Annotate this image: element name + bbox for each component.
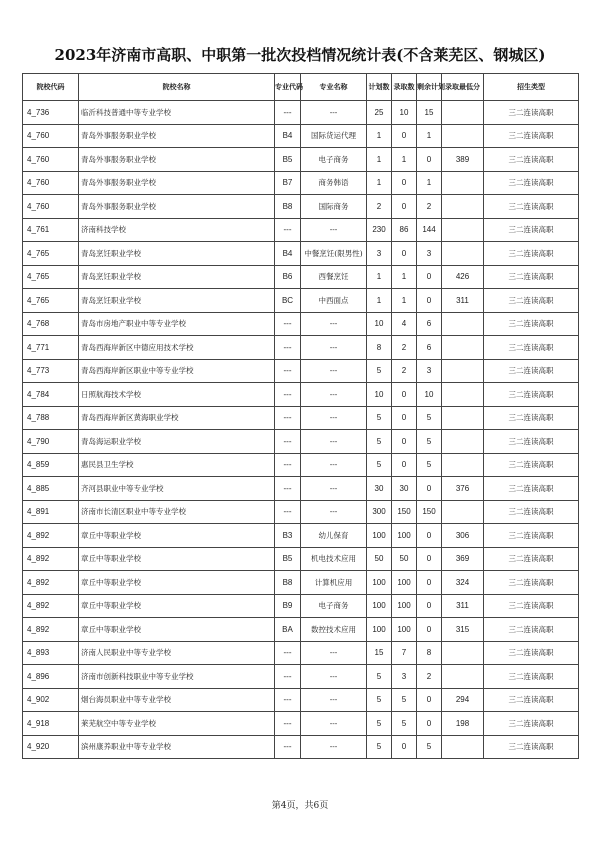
cell-major-code: B9 (275, 594, 301, 618)
cell-remaining: 0 (417, 712, 442, 736)
cell-enroll-type: 三二连读高职 (484, 101, 579, 125)
cell-remaining: 3 (417, 242, 442, 266)
cell-min-score: 198 (442, 712, 484, 736)
cell-admitted: 150 (392, 500, 417, 524)
cell-major-code: --- (275, 641, 301, 665)
cell-enroll-type: 三二连读高职 (484, 430, 579, 454)
cell-major-name: --- (301, 359, 367, 383)
cell-school-name: 青岛外事服务职业学校 (79, 148, 275, 172)
cell-school-code: 4_736 (23, 101, 79, 125)
cell-remaining: 0 (417, 547, 442, 571)
cell-remaining: 144 (417, 218, 442, 242)
table-row (23, 641, 579, 665)
cell-school-code: 4_859 (23, 453, 79, 477)
cell-remaining: 15 (417, 101, 442, 125)
cell-min-score (442, 312, 484, 336)
cell-admitted: 30 (392, 477, 417, 501)
cell-plan: 5 (367, 735, 392, 759)
cell-remaining: 5 (417, 406, 442, 430)
cell-enroll-type: 三二连读高职 (484, 265, 579, 289)
cell-school-code: 4_765 (23, 289, 79, 313)
cell-school-code: 4_771 (23, 336, 79, 360)
cell-plan: 100 (367, 594, 392, 618)
table-row (23, 500, 579, 524)
cell-enroll-type: 三二连读高职 (484, 547, 579, 571)
cell-enroll-type: 三二连读高职 (484, 665, 579, 689)
cell-school-code: 4_773 (23, 359, 79, 383)
cell-major-code: --- (275, 477, 301, 501)
cell-enroll-type: 三二连读高职 (484, 289, 579, 313)
header-remaining: 剩余计划 (417, 74, 442, 101)
cell-major-name: 电子商务 (301, 148, 367, 172)
cell-enroll-type: 三二连读高职 (484, 406, 579, 430)
cell-enroll-type: 三二连读高职 (484, 453, 579, 477)
cell-school-name: 临沂科技普通中等专业学校 (79, 101, 275, 125)
cell-enroll-type: 三二连读高职 (484, 688, 579, 712)
cell-major-code: B8 (275, 571, 301, 595)
cell-major-name: 数控技术应用 (301, 618, 367, 642)
table-row (23, 124, 579, 148)
cell-admitted: 0 (392, 242, 417, 266)
page-title: 2023年济南市高职、中职第一批次投档情况统计表(不含莱芜区、钢城区) (54, 46, 546, 64)
cell-plan: 1 (367, 124, 392, 148)
cell-major-name: 中餐烹饪(限男性) (301, 242, 367, 266)
cell-plan: 5 (367, 712, 392, 736)
cell-admitted: 100 (392, 571, 417, 595)
table-row (23, 618, 579, 642)
cell-min-score: 311 (442, 594, 484, 618)
cell-school-code: 4_893 (23, 641, 79, 665)
cell-school-code: 4_902 (23, 688, 79, 712)
cell-school-code: 4_784 (23, 383, 79, 407)
cell-admitted: 86 (392, 218, 417, 242)
cell-school-name: 青岛外事服务职业学校 (79, 171, 275, 195)
cell-plan: 8 (367, 336, 392, 360)
cell-school-code: 4_761 (23, 218, 79, 242)
cell-plan: 5 (367, 688, 392, 712)
cell-plan: 5 (367, 406, 392, 430)
cell-min-score (442, 218, 484, 242)
cell-min-score: 306 (442, 524, 484, 548)
cell-major-code: --- (275, 688, 301, 712)
page-footer: 第4页，共6页 (271, 801, 329, 811)
cell-school-code: 4_892 (23, 547, 79, 571)
cell-min-score (442, 665, 484, 689)
cell-admitted: 0 (392, 171, 417, 195)
table-row (23, 477, 579, 501)
cell-remaining: 0 (417, 477, 442, 501)
cell-remaining: 150 (417, 500, 442, 524)
table-row (23, 594, 579, 618)
table-row (23, 289, 579, 313)
cell-admitted: 3 (392, 665, 417, 689)
cell-major-name: 西餐烹饪 (301, 265, 367, 289)
cell-admitted: 1 (392, 265, 417, 289)
cell-min-score (442, 171, 484, 195)
cell-school-code: 4_760 (23, 195, 79, 219)
cell-major-name: --- (301, 665, 367, 689)
cell-school-name: 济南市创新科技职业中等专业学校 (79, 665, 275, 689)
cell-min-score (442, 453, 484, 477)
cell-plan: 1 (367, 265, 392, 289)
cell-min-score (442, 336, 484, 360)
cell-school-code: 4_891 (23, 500, 79, 524)
cell-major-name: --- (301, 383, 367, 407)
cell-major-name: --- (301, 218, 367, 242)
cell-plan: 100 (367, 524, 392, 548)
table-row (23, 571, 579, 595)
cell-school-name: 青岛烹饪职业学校 (79, 289, 275, 313)
cell-remaining: 6 (417, 336, 442, 360)
cell-major-name: 机电技术应用 (301, 547, 367, 571)
cell-remaining: 10 (417, 383, 442, 407)
cell-min-score (442, 242, 484, 266)
table-row (23, 406, 579, 430)
cell-major-code: --- (275, 453, 301, 477)
cell-min-score: 376 (442, 477, 484, 501)
table-row (23, 171, 579, 195)
table-header-row (23, 74, 579, 101)
cell-min-score (442, 124, 484, 148)
cell-major-code: --- (275, 359, 301, 383)
cell-school-name: 章丘中等职业学校 (79, 524, 275, 548)
cell-school-name: 莱芜航空中等专业学校 (79, 712, 275, 736)
table-row (23, 688, 579, 712)
table-row (23, 383, 579, 407)
cell-remaining: 0 (417, 289, 442, 313)
cell-plan: 230 (367, 218, 392, 242)
cell-plan: 300 (367, 500, 392, 524)
cell-remaining: 5 (417, 735, 442, 759)
cell-admitted: 0 (392, 195, 417, 219)
cell-school-code: 4_892 (23, 618, 79, 642)
header-admitted: 录取数 (392, 74, 417, 101)
cell-enroll-type: 三二连读高职 (484, 712, 579, 736)
cell-admitted: 0 (392, 430, 417, 454)
cell-school-name: 烟台海员职业中等专业学校 (79, 688, 275, 712)
cell-enroll-type: 三二连读高职 (484, 383, 579, 407)
cell-enroll-type: 三二连读高职 (484, 359, 579, 383)
header-major-name: 专业名称 (301, 74, 367, 101)
cell-major-name: --- (301, 406, 367, 430)
table-row (23, 265, 579, 289)
cell-admitted: 50 (392, 547, 417, 571)
cell-school-name: 青岛外事服务职业学校 (79, 195, 275, 219)
cell-school-name: 章丘中等职业学校 (79, 571, 275, 595)
cell-major-name: --- (301, 312, 367, 336)
cell-school-name: 齐河县职业中等专业学校 (79, 477, 275, 501)
cell-school-name: 章丘中等职业学校 (79, 618, 275, 642)
header-min-score: 录取最低分 (442, 74, 484, 101)
cell-school-code: 4_768 (23, 312, 79, 336)
table-row (23, 453, 579, 477)
cell-school-name: 惠民县卫生学校 (79, 453, 275, 477)
table-row (23, 101, 579, 125)
cell-enroll-type: 三二连读高职 (484, 500, 579, 524)
cell-min-score (442, 500, 484, 524)
cell-admitted: 0 (392, 453, 417, 477)
cell-major-name: 中西面点 (301, 289, 367, 313)
table-body (23, 101, 579, 759)
cell-plan: 5 (367, 430, 392, 454)
cell-min-score (442, 735, 484, 759)
cell-enroll-type: 三二连读高职 (484, 195, 579, 219)
cell-remaining: 0 (417, 148, 442, 172)
admission-table (22, 73, 579, 759)
cell-major-name: --- (301, 430, 367, 454)
cell-school-code: 4_788 (23, 406, 79, 430)
cell-min-score: 294 (442, 688, 484, 712)
cell-school-name: 青岛外事服务职业学校 (79, 124, 275, 148)
cell-admitted: 0 (392, 406, 417, 430)
cell-enroll-type: 三二连读高职 (484, 618, 579, 642)
cell-remaining: 1 (417, 171, 442, 195)
cell-major-name: 国际货运代理 (301, 124, 367, 148)
cell-major-name: --- (301, 336, 367, 360)
cell-admitted: 0 (392, 383, 417, 407)
cell-plan: 10 (367, 312, 392, 336)
table-row (23, 359, 579, 383)
cell-major-code: --- (275, 735, 301, 759)
table-row (23, 218, 579, 242)
cell-school-code: 4_760 (23, 171, 79, 195)
cell-major-name: --- (301, 500, 367, 524)
cell-min-score (442, 641, 484, 665)
cell-school-name: 青岛海运职业学校 (79, 430, 275, 454)
table-row (23, 336, 579, 360)
cell-major-code: B4 (275, 124, 301, 148)
cell-enroll-type: 三二连读高职 (484, 594, 579, 618)
cell-major-code: BC (275, 289, 301, 313)
cell-remaining: 3 (417, 359, 442, 383)
table-row (23, 148, 579, 172)
cell-school-name: 青岛市房地产职业中等专业学校 (79, 312, 275, 336)
cell-major-code: --- (275, 712, 301, 736)
table-row (23, 430, 579, 454)
cell-major-code: --- (275, 383, 301, 407)
cell-school-code: 4_765 (23, 242, 79, 266)
cell-enroll-type: 三二连读高职 (484, 641, 579, 665)
cell-major-code: B5 (275, 148, 301, 172)
cell-remaining: 0 (417, 618, 442, 642)
cell-plan: 1 (367, 148, 392, 172)
cell-school-name: 滨州康养职业中等专业学校 (79, 735, 275, 759)
cell-school-code: 4_885 (23, 477, 79, 501)
cell-min-score: 324 (442, 571, 484, 595)
cell-remaining: 0 (417, 524, 442, 548)
header-school-code: 院校代码 (23, 74, 79, 101)
cell-school-code: 4_760 (23, 148, 79, 172)
cell-plan: 1 (367, 171, 392, 195)
cell-major-code: --- (275, 430, 301, 454)
cell-admitted: 2 (392, 359, 417, 383)
cell-plan: 10 (367, 383, 392, 407)
cell-major-code: BA (275, 618, 301, 642)
cell-major-code: B3 (275, 524, 301, 548)
cell-school-code: 4_918 (23, 712, 79, 736)
cell-school-name: 青岛西海岸新区中德应用技术学校 (79, 336, 275, 360)
cell-plan: 5 (367, 453, 392, 477)
cell-plan: 5 (367, 359, 392, 383)
cell-major-name: 计算机应用 (301, 571, 367, 595)
cell-school-name: 青岛西海岸新区职业中等专业学校 (79, 359, 275, 383)
cell-remaining: 5 (417, 430, 442, 454)
cell-plan: 100 (367, 571, 392, 595)
table-row (23, 712, 579, 736)
cell-admitted: 100 (392, 524, 417, 548)
cell-major-code: --- (275, 406, 301, 430)
cell-remaining: 8 (417, 641, 442, 665)
cell-school-name: 章丘中等职业学校 (79, 594, 275, 618)
table-row (23, 735, 579, 759)
cell-plan: 30 (367, 477, 392, 501)
cell-school-code: 4_896 (23, 665, 79, 689)
cell-enroll-type: 三二连读高职 (484, 312, 579, 336)
cell-enroll-type: 三二连读高职 (484, 171, 579, 195)
cell-school-code: 4_892 (23, 524, 79, 548)
cell-min-score (442, 101, 484, 125)
cell-school-code: 4_920 (23, 735, 79, 759)
cell-major-code: B8 (275, 195, 301, 219)
cell-enroll-type: 三二连读高职 (484, 148, 579, 172)
cell-major-name: --- (301, 641, 367, 665)
cell-remaining: 6 (417, 312, 442, 336)
cell-school-code: 4_790 (23, 430, 79, 454)
cell-min-score: 315 (442, 618, 484, 642)
cell-school-name: 济南人民职业中等专业学校 (79, 641, 275, 665)
table-row (23, 524, 579, 548)
cell-major-name: --- (301, 477, 367, 501)
cell-major-code: B7 (275, 171, 301, 195)
cell-admitted: 7 (392, 641, 417, 665)
cell-school-name: 日照航海技术学校 (79, 383, 275, 407)
cell-remaining: 5 (417, 453, 442, 477)
table-row (23, 547, 579, 571)
cell-admitted: 5 (392, 712, 417, 736)
cell-major-code: --- (275, 500, 301, 524)
table-row (23, 242, 579, 266)
cell-enroll-type: 三二连读高职 (484, 524, 579, 548)
cell-admitted: 2 (392, 336, 417, 360)
table-row (23, 312, 579, 336)
cell-enroll-type: 三二连读高职 (484, 218, 579, 242)
cell-plan: 15 (367, 641, 392, 665)
cell-major-name: --- (301, 101, 367, 125)
cell-major-code: B6 (275, 265, 301, 289)
cell-plan: 5 (367, 665, 392, 689)
cell-plan: 3 (367, 242, 392, 266)
cell-min-score (442, 430, 484, 454)
cell-school-name: 章丘中等职业学校 (79, 547, 275, 571)
cell-major-code: --- (275, 101, 301, 125)
table-row (23, 195, 579, 219)
table-row (23, 665, 579, 689)
cell-school-name: 青岛西海岸新区黄海职业学校 (79, 406, 275, 430)
cell-admitted: 10 (392, 101, 417, 125)
cell-min-score (442, 359, 484, 383)
cell-school-code: 4_760 (23, 124, 79, 148)
cell-enroll-type: 三二连读高职 (484, 477, 579, 501)
cell-school-code: 4_892 (23, 571, 79, 595)
cell-enroll-type: 三二连读高职 (484, 124, 579, 148)
cell-admitted: 5 (392, 688, 417, 712)
cell-remaining: 2 (417, 665, 442, 689)
cell-min-score: 426 (442, 265, 484, 289)
cell-enroll-type: 三二连读高职 (484, 571, 579, 595)
cell-enroll-type: 三二连读高职 (484, 735, 579, 759)
cell-remaining: 1 (417, 124, 442, 148)
cell-min-score (442, 195, 484, 219)
cell-major-name: --- (301, 688, 367, 712)
cell-major-code: --- (275, 665, 301, 689)
cell-remaining: 0 (417, 571, 442, 595)
cell-school-name: 济南市长清区职业中等专业学校 (79, 500, 275, 524)
cell-admitted: 4 (392, 312, 417, 336)
cell-school-name: 青岛烹饪职业学校 (79, 242, 275, 266)
cell-min-score: 369 (442, 547, 484, 571)
cell-admitted: 0 (392, 735, 417, 759)
cell-admitted: 100 (392, 618, 417, 642)
cell-admitted: 1 (392, 148, 417, 172)
cell-major-code: --- (275, 218, 301, 242)
cell-school-code: 4_892 (23, 594, 79, 618)
cell-min-score: 311 (442, 289, 484, 313)
cell-admitted: 0 (392, 124, 417, 148)
cell-major-name: --- (301, 712, 367, 736)
cell-remaining: 0 (417, 688, 442, 712)
cell-admitted: 1 (392, 289, 417, 313)
cell-enroll-type: 三二连读高职 (484, 336, 579, 360)
cell-remaining: 2 (417, 195, 442, 219)
cell-major-name: 幼儿保育 (301, 524, 367, 548)
cell-major-name: 商务韩语 (301, 171, 367, 195)
cell-major-name: --- (301, 453, 367, 477)
cell-major-name: 电子商务 (301, 594, 367, 618)
cell-major-code: --- (275, 336, 301, 360)
cell-plan: 100 (367, 618, 392, 642)
cell-major-code: B5 (275, 547, 301, 571)
cell-min-score: 389 (442, 148, 484, 172)
cell-plan: 1 (367, 289, 392, 313)
cell-remaining: 0 (417, 594, 442, 618)
cell-plan: 50 (367, 547, 392, 571)
header-major-code: 专业代码 (275, 74, 301, 101)
header-school-name: 院校名称 (79, 74, 275, 101)
header-plan: 计划数 (367, 74, 392, 101)
cell-enroll-type: 三二连读高职 (484, 242, 579, 266)
cell-school-name: 青岛烹饪职业学校 (79, 265, 275, 289)
cell-major-name: --- (301, 735, 367, 759)
cell-plan: 25 (367, 101, 392, 125)
cell-major-code: --- (275, 312, 301, 336)
cell-school-code: 4_765 (23, 265, 79, 289)
cell-min-score (442, 406, 484, 430)
cell-major-name: 国际商务 (301, 195, 367, 219)
cell-remaining: 0 (417, 265, 442, 289)
cell-admitted: 100 (392, 594, 417, 618)
header-enroll-type: 招生类型 (484, 74, 579, 101)
cell-min-score (442, 383, 484, 407)
cell-school-name: 济南科技学校 (79, 218, 275, 242)
cell-major-code: B4 (275, 242, 301, 266)
cell-plan: 2 (367, 195, 392, 219)
